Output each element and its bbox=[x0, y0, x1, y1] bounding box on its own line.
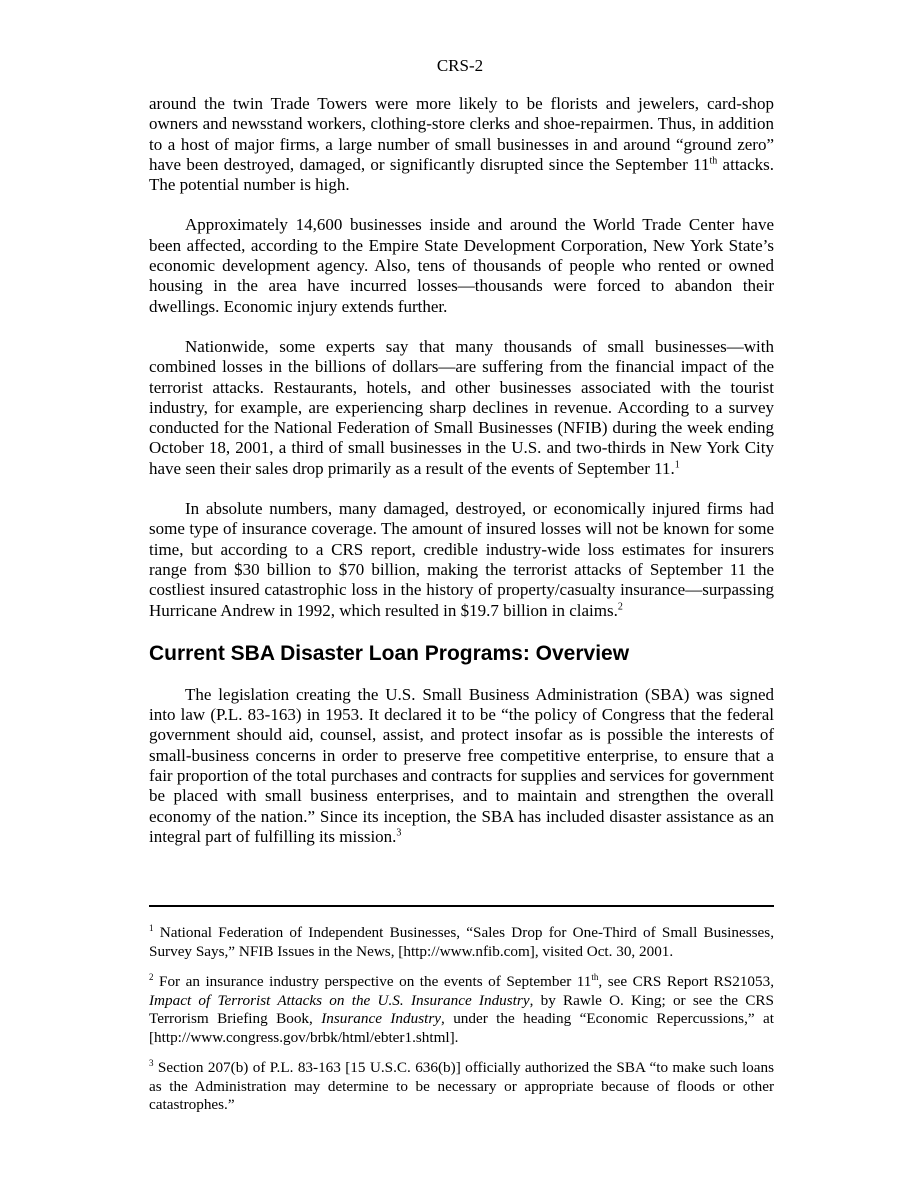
footnote-text: For an insurance industry perspective on the events of September 11 bbox=[159, 973, 592, 990]
main-body bbox=[149, 94, 774, 867]
paragraph-text: Approximately 14,600 businesses inside and around the World Trade Center have been affected, according to the Empire State Development Corporation, New York State’s economic development agency. Also, tens of thousands of people who rented or owned housing in the area have incurred losses—thousands were forced to abandon their dwellings. Economic injury extends further. bbox=[149, 215, 774, 316]
footnote-ref-1[interactable]: 1 bbox=[674, 459, 680, 471]
footnote-2 bbox=[149, 973, 774, 1047]
report-title: Impact of Terrorist Attacks on the U.S. Insurance Industry bbox=[149, 991, 530, 1009]
superscript-ordinal: th bbox=[709, 155, 718, 167]
paragraph-text-tail: attacks. The potential number is high. bbox=[149, 154, 774, 195]
paragraph-text: In absolute numbers, many damaged, destroyed, or economically injured firms had some type of insurance coverage. The amount of insured losses will not be known for some time, but according to a CRS report, credible industry-wide loss estimates for insurers range from $30 billion to $70 billion, making the terrorist attacks of September 11 the costliest insured catastrophic loss in the history of property/casualty insurance—surpassing Hurricane Andrew in 1992, which resulted in $19.7 billion in claims. bbox=[149, 499, 774, 620]
footnote-text: , by Rawle O. King; or see the CRS Terrorism Briefing Book, bbox=[149, 991, 774, 1027]
footnote-text: , under the heading “Economic Repercussions,” at [http://www.congress.gov/brbk/html/ebter1.shtml]. bbox=[149, 1010, 774, 1046]
footnotes bbox=[149, 924, 774, 1127]
paragraph-insurance bbox=[149, 499, 774, 621]
paragraph-text: The legislation creating the U.S. Small Business Administration (SBA) was signed into law (P.L. 83-163) in 1953. It declared it to be “the policy of Congress that the federal government should aid, counsel, assist, and protect insofar as is possible the interests of small-business concerns in order to preserve free competitive enterprise, to ensure that a fair proportion of the total purchases and contracts for supplies and services for government be placed with small business enterprises, and to maintain and strengthen the overall economy of the nation.” Since its inception, the SBA has included disaster assistance as an integral part of fulfilling its mission. bbox=[149, 684, 774, 846]
footnote-number: 2 bbox=[149, 971, 154, 982]
superscript-ordinal: th bbox=[591, 971, 599, 982]
footnote-ref-2[interactable]: 2 bbox=[617, 600, 623, 612]
footnote-3 bbox=[149, 1059, 774, 1115]
footnote-ref-3[interactable]: 3 bbox=[396, 827, 402, 839]
footnote-number: 1 bbox=[149, 922, 154, 933]
footnote-number: 3 bbox=[149, 1057, 154, 1068]
paragraph-text: around the twin Trade Towers were more likely to be florists and jewelers, card-shop owners and newsstand workers, clothing-store clerks and shoe-repairmen. Thus, in addition to a host of major firms, a large number of small businesses in and around “ground zero” have been destroyed, damaged, or significantly disrupted since the September 11 bbox=[149, 94, 774, 174]
footnote-text: Section 207(b) of P.L. 83-163 [15 U.S.C. 636(b)] officially authorized the SBA “to make such loans as the Administration may determine to be necessary or appropriate because of floods or other catastrophes.” bbox=[149, 1059, 775, 1113]
footnote-divider bbox=[149, 905, 774, 907]
footnote-text: , see CRS Report RS21053, bbox=[598, 973, 775, 990]
page-number-header: CRS-2 bbox=[436, 56, 484, 75]
paragraph-continuation bbox=[149, 94, 774, 195]
footnote-text: National Federation of Independent Businesses, “Sales Drop for One-Third of Small Businesses, Survey Says,” NFIB Issues in the News, [http://www.nfib.com], visited Oct. 30, 2001. bbox=[149, 924, 774, 960]
paragraph-wtc-businesses bbox=[149, 215, 774, 316]
footnote-1 bbox=[149, 924, 774, 961]
paragraph-text: Nationwide, some experts say that many thousands of small businesses—with combined losses in the billions of dollars—are suffering from the financial impact of the terrorist attacks. Restaurants, hotels, and other businesses associated with the tourist industry, for example, are experiencing sharp declines in revenue. According to a survey conducted for the National Federation of Small Businesses (NFIB) during the week ending October 18, 2001, a third of small businesses in the U.S. and two-thirds in New York City have seen their sales drop primarily as a result of the events of September 11. bbox=[149, 336, 774, 478]
paragraph-nationwide bbox=[149, 337, 774, 479]
paragraph-sba-overview bbox=[149, 685, 774, 847]
section-heading: Current SBA Disaster Loan Programs: Overview bbox=[149, 641, 630, 665]
briefing-book-title: Insurance Industry bbox=[321, 1010, 441, 1027]
